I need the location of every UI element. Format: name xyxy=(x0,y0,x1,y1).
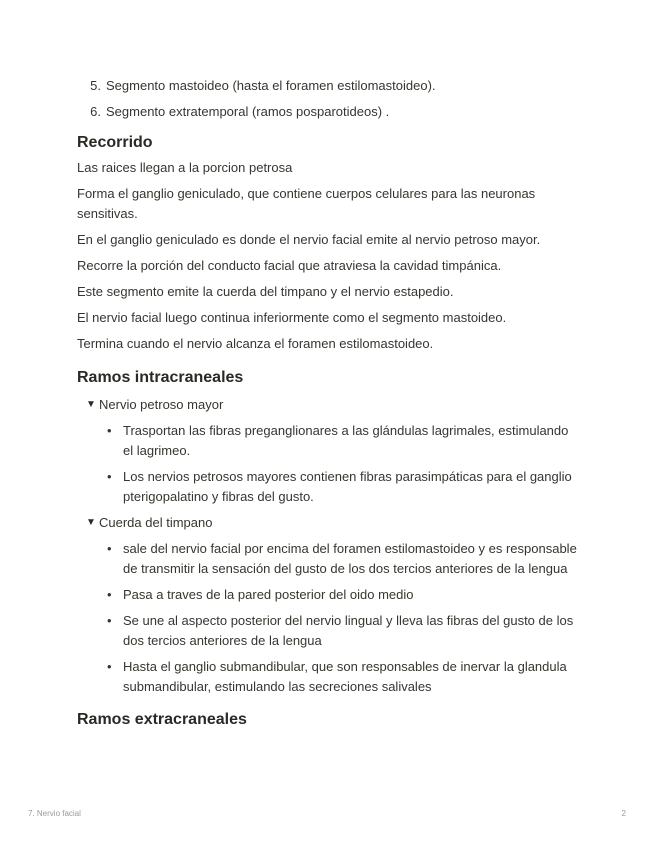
bullet-text: sale del nervio facial por encima del foramen estilomastoideo y es responsable de transmitir la sensación del gusto de los dos tercios anteriores de la lengua xyxy=(123,541,577,576)
toggle-title: Nervio petroso mayor xyxy=(99,397,224,412)
bullet-item xyxy=(77,421,582,461)
bullet-icon: • xyxy=(107,659,112,674)
bullet-icon: • xyxy=(107,541,112,556)
list-number: 5. xyxy=(90,78,101,93)
footer-title: 7. Nervio facial xyxy=(28,809,81,818)
bullet-list xyxy=(77,539,582,697)
toggle-header[interactable] xyxy=(86,395,582,415)
bullet-text: Trasportan las fibras preganglionares a las glándulas lagrimales, estimulando el lagrimeo. xyxy=(123,423,569,458)
bullet-text: Los nervios petrosos mayores contienen fibras parasimpáticas para el ganglio pterigopalatino y fibras del gusto. xyxy=(123,469,572,504)
numbered-list-item xyxy=(77,102,582,122)
page-content xyxy=(77,76,582,731)
bullet-list xyxy=(77,421,582,507)
toggle-title: Cuerda del timpano xyxy=(99,515,213,530)
bullet-text: Se une al aspecto posterior del nervio lingual y lleva las fibras del gusto de los dos tercios anteriores de la lengua xyxy=(123,613,574,648)
paragraph: El nervio facial luego continua inferiormente como el segmento mastoideo. xyxy=(77,310,507,325)
heading-ramos-intracraneales: Ramos intracraneales xyxy=(77,369,244,386)
bullet-item xyxy=(77,611,582,651)
bullet-icon: • xyxy=(107,469,112,484)
bullet-item xyxy=(77,539,582,579)
paragraph: Recorre la porción del conducto facial que atraviesa la cavidad timpánica. xyxy=(77,258,502,273)
paragraph: Las raices llegan a la porcion petrosa xyxy=(77,160,293,175)
bullet-text: Pasa a traves de la pared posterior del oido medio xyxy=(123,587,414,602)
numbered-list-item xyxy=(77,76,582,96)
bullet-icon: • xyxy=(107,423,112,438)
list-item-text: Segmento extratemporal (ramos posparotideos) . xyxy=(106,104,390,119)
triangle-down-icon[interactable]: ▼ xyxy=(86,399,96,410)
heading-ramos-extracraneales: Ramos extracraneales xyxy=(77,711,247,728)
bullet-icon: • xyxy=(107,613,112,628)
toggle-header[interactable] xyxy=(86,513,582,533)
paragraph: Forma el ganglio geniculado, que contiene cuerpos celulares para las neuronas sensitivas. xyxy=(77,186,536,221)
toggle-cuerda-del-timpano xyxy=(77,513,582,697)
paragraph: En el ganglio geniculado es donde el nervio facial emite al nervio petroso mayor. xyxy=(77,232,541,247)
bullet-icon: • xyxy=(107,587,112,602)
list-item-text: Segmento mastoideo (hasta el foramen estilomastoideo). xyxy=(106,78,436,93)
bullet-item xyxy=(77,467,582,507)
bullet-item xyxy=(77,657,582,697)
bullet-text: Hasta el ganglio submandibular, que son responsables de inervar la glandula submandibular, estimulando las secreciones salivales xyxy=(123,659,567,694)
heading-recorrido: Recorrido xyxy=(77,134,153,151)
triangle-down-icon[interactable]: ▼ xyxy=(86,517,96,528)
list-number: 6. xyxy=(90,104,101,119)
paragraph: Termina cuando el nervio alcanza el foramen estilomastoideo. xyxy=(77,336,434,351)
page-number: 2 xyxy=(621,809,626,818)
paragraph: Este segmento emite la cuerda del timpano y el nervio estapedio. xyxy=(77,284,454,299)
numbered-list xyxy=(77,76,582,122)
toggle-nervio-petroso-mayor xyxy=(77,395,582,507)
bullet-item xyxy=(77,585,582,605)
